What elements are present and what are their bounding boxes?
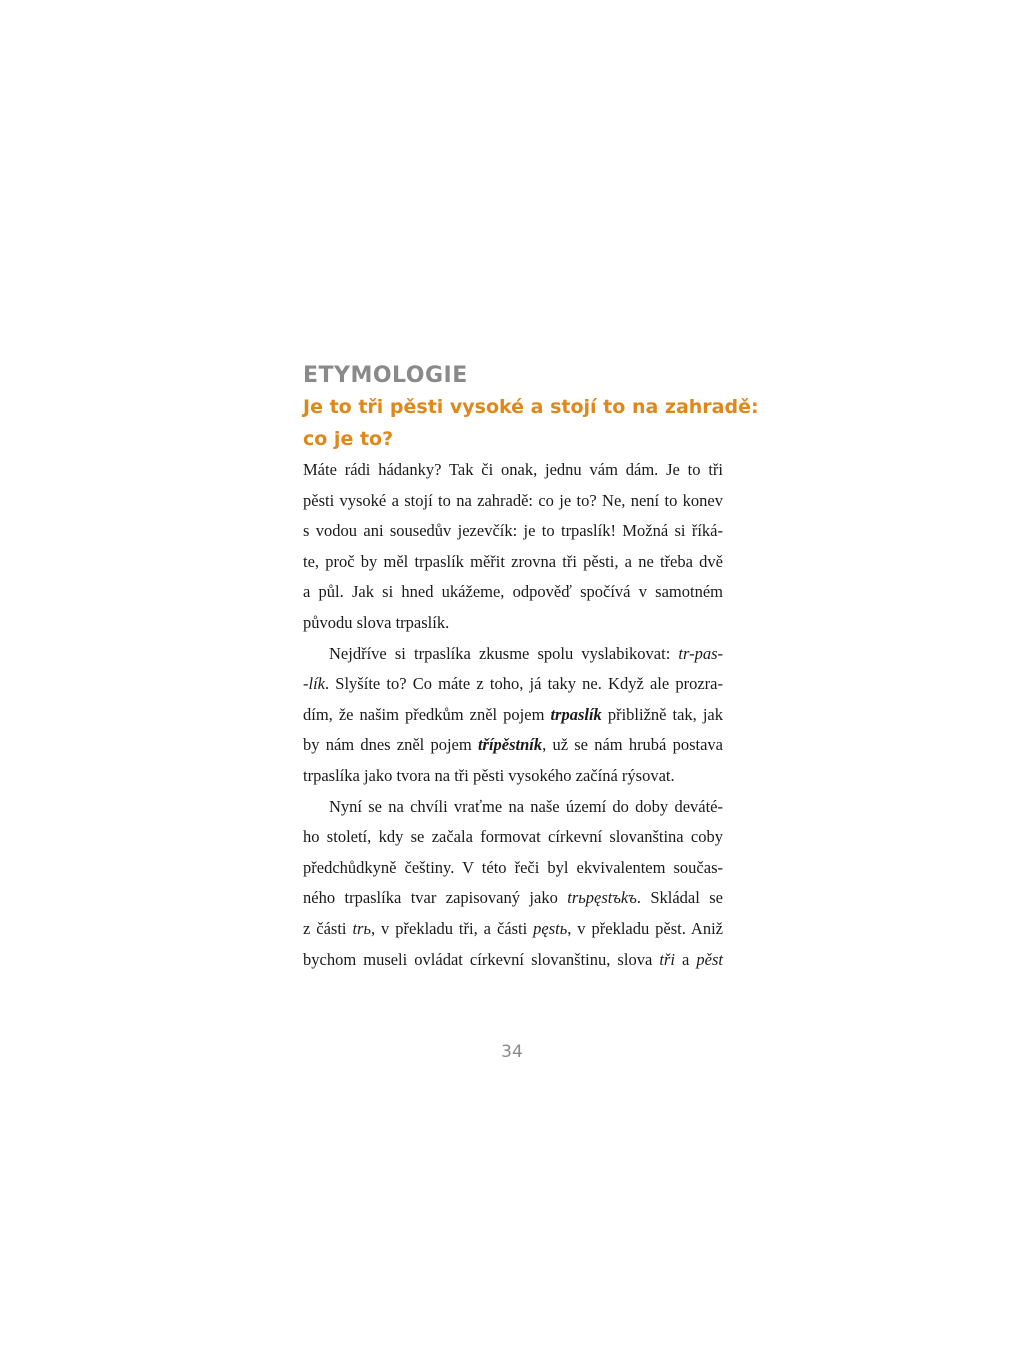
text-line: předchůdkyně češtiny. V této řeči byl ekvivalentem součas- <box>303 857 723 877</box>
text-run: . Slyšíte to? Co máte z toho, já taky ne. Když ale prozra- <box>325 674 723 694</box>
italic-term: trьpęstъkъ <box>567 888 637 908</box>
text-run: by nám dnes zněl pojem <box>303 735 478 755</box>
bold-italic-term: třípěstník <box>477 735 543 755</box>
italic-term: -lík <box>303 674 325 694</box>
text-line: Máte rádi hádanky? Tak či onak, jednu vám dám. Je to tři <box>303 460 723 479</box>
text-line <box>303 730 723 761</box>
text-line <box>303 669 723 700</box>
text-run: Nyní se na chvíli vraťme na naše území do doby deváté- <box>329 796 723 816</box>
italic-term: tři <box>659 949 675 969</box>
text-line <box>303 914 723 945</box>
heading-line-2: co je to? <box>303 428 394 450</box>
text-line: s vodou ani sousedův jezevčík: je to trpaslík! Možná si říká- <box>303 521 723 541</box>
text-line: trpaslíka jako tvora na tři pěsti vysokého začíná rýsovat. <box>303 765 675 785</box>
text-block <box>303 361 759 975</box>
text-run: , už se nám hrubá postava <box>542 735 723 755</box>
text-run: Nejdříve si trpaslíka zkusme spolu vyslabikovat: <box>329 643 679 663</box>
text-run: . Skládal se <box>636 888 723 908</box>
bold-italic-term: trpaslík <box>550 704 602 724</box>
text-run: , v překladu tři, a části <box>370 918 534 938</box>
paragraph-1 <box>303 455 723 639</box>
italic-term: tr-pas- <box>678 643 723 663</box>
heading-line-1: Je to tři pěsti vysoké a stojí to na zahradě: <box>303 396 759 418</box>
italic-term: trь <box>352 918 371 938</box>
page-number: 34 <box>501 1042 523 1062</box>
text-line <box>303 700 723 731</box>
text-run: ného trpaslíka tvar zapisovaný jako <box>303 888 568 908</box>
text-run: bychom museli ovládat církevní slovanštinu, slova <box>303 949 660 969</box>
text-line: původu slova trpaslík. <box>303 612 450 632</box>
body-text <box>303 455 723 975</box>
text-line <box>303 883 723 914</box>
text-line <box>303 639 723 670</box>
text-line: pěsti vysoké a stojí to na zahradě: co je to? Ne, není to konev <box>303 490 723 510</box>
text-run: přibližně tak, jak <box>601 704 723 724</box>
chapter-heading <box>303 391 759 455</box>
italic-term: pęstь <box>533 918 568 938</box>
section-label: ETYMOLOGIE <box>303 363 468 388</box>
text-run: z části <box>303 918 353 938</box>
text-line <box>303 792 723 823</box>
paragraph-3 <box>303 792 723 976</box>
paragraph-2 <box>303 639 723 792</box>
text-run: , v překladu pěst. Aniž <box>567 918 724 938</box>
text-line: a půl. Jak si hned ukážeme, odpověď spočívá v samotném <box>303 582 723 602</box>
text-line: ho století, kdy se začala formovat církevní slovanština coby <box>303 827 723 847</box>
text-line: te, proč by měl trpaslík měřit zrovna tři pěsti, a ne třeba dvě <box>303 551 723 571</box>
text-line <box>303 945 723 976</box>
text-run: a <box>674 949 697 969</box>
italic-term: pěst <box>696 949 723 969</box>
text-run: dím, že našim předkům zněl pojem <box>303 704 551 724</box>
